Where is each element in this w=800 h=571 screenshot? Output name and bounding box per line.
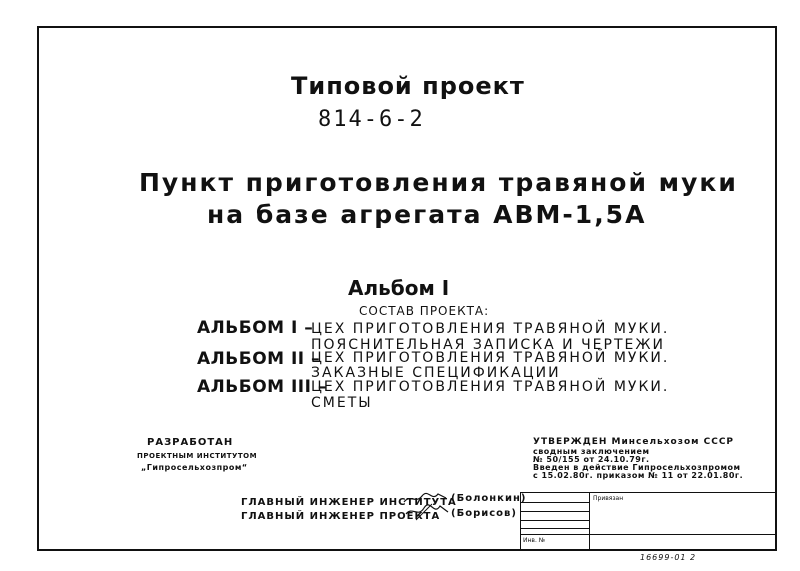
album-item-2-line2: ЗАКАЗНЫЕ СПЕЦИФИКАЦИИ bbox=[311, 365, 561, 381]
developer-label: РАЗРАБОТАН bbox=[147, 437, 234, 448]
sheet-number: 16699-01 2 bbox=[640, 553, 697, 562]
developer-institute: ПРОЕКТНЫМ ИНСТИТУТОМ bbox=[137, 452, 258, 460]
composition-label: СОСТАВ ПРОЕКТА: bbox=[359, 304, 490, 318]
album-item-3-line2: СМЕТЫ bbox=[311, 395, 373, 411]
album-item-2-line1: ЦЕХ ПРИГОТОВЛЕНИЯ ТРАВЯНОЙ МУКИ. bbox=[311, 350, 670, 366]
chief-engineer-institute-name: (Болонкин) bbox=[451, 493, 527, 504]
document-type-title: Типовой проект bbox=[291, 72, 525, 100]
approval-line2: сводным заключением bbox=[533, 447, 650, 456]
album-item-3-line1: ЦЕХ ПРИГОТОВЛЕНИЯ ТРАВЯНОЙ МУКИ. bbox=[311, 379, 670, 395]
approval-line1: УТВЕРЖДЕН Минсельхозом СССР bbox=[533, 437, 735, 447]
stamp-privyazan: Привязан bbox=[593, 495, 624, 502]
developer-name: „Гипросельхозпром“ bbox=[141, 463, 248, 472]
approval-line3: № 50/155 от 24.10.79г. bbox=[533, 455, 650, 464]
approval-line5: с 15.02.80г. приказом № 11 от 22.01.80г. bbox=[533, 471, 744, 480]
album-item-1-line2: ПОЯСНИТЕЛЬНАЯ ЗАПИСКА И ЧЕРТЕЖИ bbox=[311, 337, 665, 353]
album-item-2-label: АЛЬБОМ II – bbox=[197, 349, 321, 369]
title-stamp bbox=[520, 492, 775, 549]
album-title: Альбом I bbox=[348, 276, 450, 300]
project-name-line1: Пункт приготовления травяной муки bbox=[139, 168, 738, 197]
approval-line4: Введен в действие Гипросельхозпромом bbox=[533, 463, 741, 472]
chief-engineer-project-label: ГЛАВНЫЙ ИНЖЕНЕР ПРОЕКТА bbox=[241, 511, 441, 522]
album-item-3-label: АЛЬБОМ III – bbox=[197, 377, 327, 397]
project-code: 814-6-2 bbox=[318, 107, 425, 132]
chief-engineer-institute-label: ГЛАВНЫЙ ИНЖЕНЕР ИНСТИТУТА bbox=[241, 497, 457, 508]
chief-engineer-project-name: (Борисов) bbox=[451, 508, 517, 519]
album-item-1-line1: ЦЕХ ПРИГОТОВЛЕНИЯ ТРАВЯНОЙ МУКИ. bbox=[311, 321, 670, 337]
album-item-1-label: АЛЬБОМ I – bbox=[197, 318, 314, 338]
stamp-inv-no: Инв. № bbox=[523, 537, 546, 544]
signature-image bbox=[402, 488, 450, 522]
project-name-line2: на базе агрегата АВМ-1,5А bbox=[207, 200, 647, 229]
